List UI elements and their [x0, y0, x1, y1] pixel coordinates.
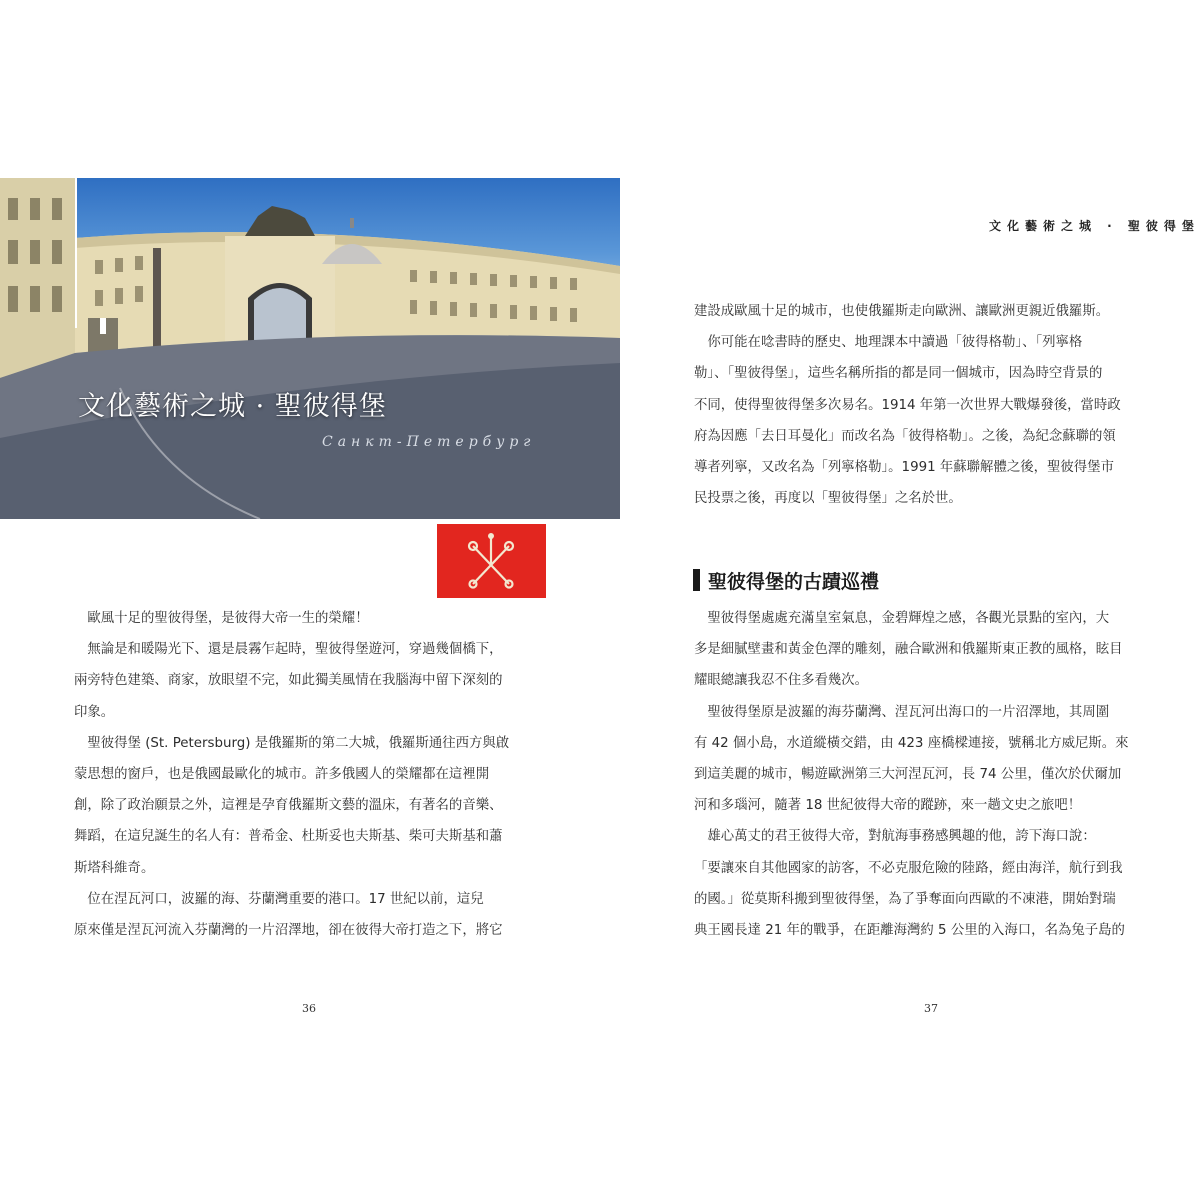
text-line: 雄心萬丈的君王彼得大帝，對航海事務感興趣的他，誇下海口說： — [694, 829, 1096, 845]
text-line: 勒」、「聖彼得堡」，這些名稱所指的都是同一個城市，因為時空背景的 — [694, 366, 1103, 382]
text-line: 印象。 — [74, 704, 115, 720]
page-number: 36 — [302, 1002, 316, 1015]
page-number: 37 — [924, 1002, 938, 1015]
text-line: 到這美麗的城市，暢遊歐洲第三大河涅瓦河，長 74 公里，僅次於伏爾加 — [694, 766, 1122, 782]
text-line: 有 42 個小島，水道縱橫交錯，由 423 座橋樑連接，號稱北方威尼斯。來 — [694, 735, 1129, 751]
text-line: 歐風十足的聖彼得堡，是彼得大帝一生的榮耀！ — [74, 611, 369, 626]
text-line: 建設成歐風十足的城市，也使俄羅斯走向歐洲、讓歐洲更親近俄羅斯。 — [694, 304, 1110, 319]
hero-photo — [0, 178, 620, 519]
text-line: 無論是和暖陽光下、還是晨霧乍起時，聖彼得堡遊河，穿過幾個橋下， — [74, 642, 503, 658]
hero-divider — [75, 178, 77, 328]
chapter-subtitle: Санкт-Петербург — [322, 434, 536, 450]
text-line: 蒙思想的窗戶，也是俄國最歐化的城市。許多俄國人的榮耀都在這裡開 — [74, 766, 490, 782]
right-page — [600, 0, 1200, 1200]
text-line: 耀眼總讓我忍不住多看幾次。 — [694, 673, 869, 689]
text-line: 聖彼得堡處處充滿皇室氣息，金碧輝煌之感，各觀光景點的室內，大 — [694, 611, 1110, 626]
text-line: 典王國長達 21 年的戰爭，在距離海灣約 5 公里的入海口，名為兔子島的 — [694, 922, 1125, 938]
text-line: 原來僅是涅瓦河流入芬蘭灣的一片沼澤地，卻在彼得大帝打造之下，將它 — [74, 922, 503, 938]
chapter-marker — [100, 318, 106, 334]
running-header: 文化藝術之城 · 聖彼得堡 — [989, 219, 1200, 233]
text-line: 位在涅瓦河口，波羅的海、芬蘭灣重要的港口。17 世紀以前，這兒 — [74, 891, 484, 907]
text-line: 府為因應「去日耳曼化」而改名為「彼得格勒」。之後，為紀念蘇聯的領 — [694, 428, 1116, 444]
text-line: 不同，使得聖彼得堡多次易名。1914 年第一次世界大戰爆發後，當時政 — [694, 397, 1121, 413]
text-line: 民投票之後，再度以「聖彼得堡」之名於世。 — [694, 491, 962, 507]
section-heading — [693, 566, 879, 594]
text-line: 「要讓來自其他國家的訪客，不必克服危險的陸路，經由海洋，航行到我 — [694, 860, 1123, 876]
right-body-text-top — [694, 296, 1169, 514]
palace-square-illustration — [0, 178, 620, 519]
st-petersburg-flag-icon — [437, 524, 546, 598]
section-marker — [693, 569, 700, 591]
left-body-text — [74, 603, 549, 946]
text-line: 多是細膩壁畫和黃金色澤的雕刻，融合歐洲和俄羅斯東正教的風格，眩目 — [694, 642, 1123, 658]
text-line: 導者列寧，又改名為「列寧格勒」。1991 年蘇聯解體之後，聖彼得堡市 — [694, 459, 1114, 475]
right-body-text-bottom — [694, 603, 1169, 946]
text-line: 創，除了政治願景之外，這裡是孕育俄羅斯文藝的溫床，有著名的音樂、 — [74, 798, 503, 814]
chapter-title: 文化藝術之城 · 聖彼得堡 — [78, 391, 387, 422]
text-line: 的國。」從莫斯科搬到聖彼得堡，為了爭奪面向西歐的不凍港，開始對瑞 — [694, 891, 1116, 907]
text-line: 兩旁特色建築、商家，放眼望不完，如此獨美風情在我腦海中留下深刻的 — [74, 673, 503, 689]
text-line: 舞蹈，在這兒誕生的名人有：普希金、杜斯妥也夫斯基、柴可夫斯基和蕭 — [74, 829, 503, 845]
section-title: 聖彼得堡的古蹟巡禮 — [708, 570, 880, 593]
text-line: 斯塔科維奇。 — [74, 860, 155, 876]
text-line: 聖彼得堡原是波羅的海芬蘭灣、涅瓦河出海口的一片沼澤地，其周圍 — [694, 704, 1110, 720]
text-line: 你可能在唸書時的歷史、地理課本中讀過「彼得格勒」、「列寧格 — [694, 335, 1083, 351]
text-line: 聖彼得堡 (St. Petersburg) 是俄羅斯的第二大城，俄羅斯通往西方與啟 — [74, 735, 510, 751]
text-line: 河和多瑙河，隨著 18 世紀彼得大帝的蹤跡，來一趟文史之旅吧！ — [694, 798, 1082, 814]
